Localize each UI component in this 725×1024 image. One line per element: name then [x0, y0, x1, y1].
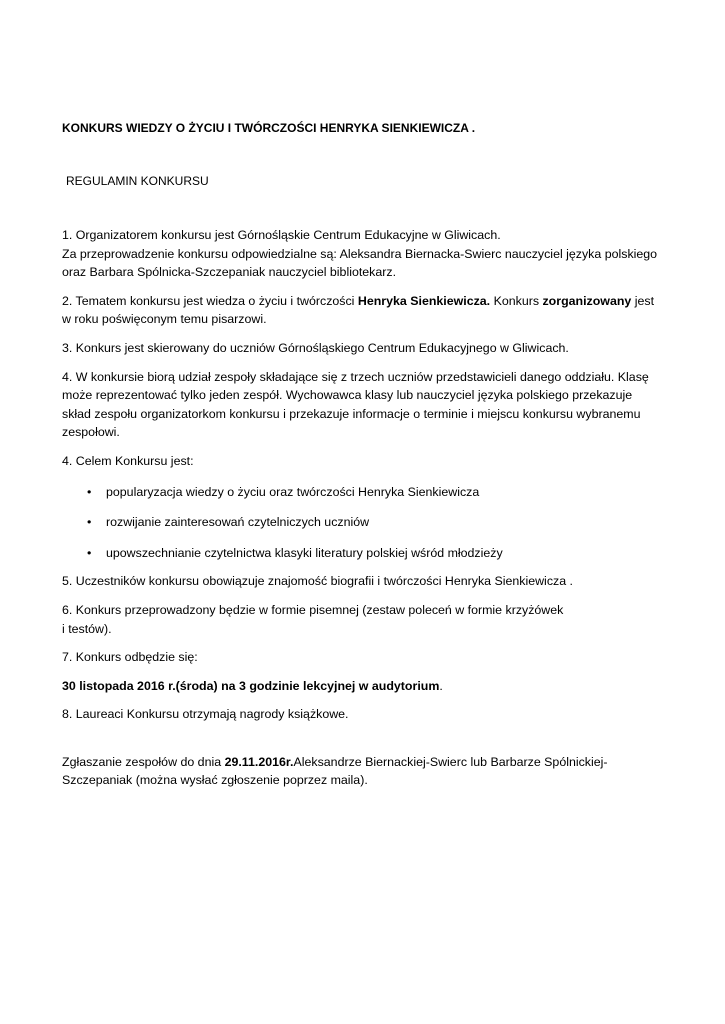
regulations-body [62, 226, 662, 790]
list-item [62, 483, 662, 502]
paragraph-8: 8. Laureaci Konkursu otrzymają nagrody książkowe. [62, 707, 349, 722]
paragraph-4: 4. W konkursie biorą udział zespoły składające się z trzech uczniów przedstawicieli danego oddziału. Klasę może reprezentować tylko jeden zespół. Wychowawca klasy lub nauczyciel języka polskiego przekazuje skład zespołu organizatorkom konkursu i przekazuje informacje o terminie i miejscu konkursu wybranemu zespołowi. [62, 369, 649, 440]
paragraph-4-goals-intro: 4. Celem Konkursu jest: [62, 453, 194, 468]
contest-date-bold: 30 listopada 2016 r.(środa) na 3 godzinie lekcyjnej w audytorium [62, 678, 440, 693]
registration-note [62, 753, 662, 790]
paragraph-1 [62, 226, 662, 282]
registration-deadline: 29.11.2016r. [224, 754, 294, 769]
paragraph-2-text-b: Konkurs [490, 293, 543, 308]
list-item [62, 544, 662, 563]
goals-list [62, 483, 662, 563]
paragraph-2 [62, 292, 662, 329]
paragraph-2-text-c: jest w roku poświęconym temu pisarzowi. [62, 293, 655, 327]
goal-text: rozwijanie zainteresowań czytelniczych uczniów [106, 515, 370, 530]
registration-text-a: Zgłaszanie zespołów do dnia [62, 754, 225, 769]
paragraph-6 [62, 601, 662, 638]
document-subtitle: REGULAMIN KONKURSU [66, 174, 209, 188]
paragraph-3: 3. Konkurs jest skierowany do uczniów Górnośląskiego Centrum Edukacyjnego w Gliwicach. [62, 340, 569, 355]
list-item [62, 513, 662, 532]
goal-text: popularyzacja wiedzy o życiu oraz twórczości Henryka Sienkiewicza [106, 484, 480, 499]
bullet-icon: • [87, 545, 92, 560]
goal-text: upowszechnianie czytelnictwa klasyki literatury polskiej wśród młodzieży [106, 545, 503, 560]
paragraph-6-line-2: i testów). [62, 621, 112, 636]
contest-date [62, 677, 662, 696]
bullet-icon: • [87, 484, 92, 499]
paragraph-2-bold-organized: zorganizowany [542, 293, 632, 308]
paragraph-5: 5. Uczestników konkursu obowiązuje znajomość biografii i twórczości Henryka Sienkiewicza . [62, 574, 573, 589]
paragraph-2-bold-author: Henryka Sienkiewicza. [357, 293, 491, 308]
paragraph-1-line-1: 1. Organizatorem konkursu jest Górnośląskie Centrum Edukacyjne w Gliwicach. [62, 228, 501, 242]
document-title: KONKURS WIEDZY O ŻYCIU I TWÓRCZOŚCI HENRYKA SIENKIEWICZA . [62, 121, 476, 135]
bullet-icon: • [87, 515, 92, 530]
paragraph-1-line-2: Za przeprowadzenie konkursu odpowiedzialne są: Aleksandra Biernacka-Swierc nauczyciel języka polskiego oraz Barbara Spólnicka-Szczepaniak nauczyciel bibliotekarz. [62, 246, 658, 280]
paragraph-2-text-a: 2. Tematem konkursu jest wiedza o życiu i twórczości [62, 293, 358, 308]
contest-date-tail: . [439, 678, 443, 693]
registration-text-b: Aleksandrze Biernackiej-Swierc lub Barbarze Spólnickiej-Szczepaniak (można wysłać zgłoszenie poprzez maila). [62, 754, 608, 788]
paragraph-6-line-1: 6. Konkurs przeprowadzony będzie w formie pisemnej (zestaw poleceń w formie krzyżówek [62, 602, 564, 617]
paragraph-7: 7. Konkurs odbędzie się: [62, 650, 198, 665]
